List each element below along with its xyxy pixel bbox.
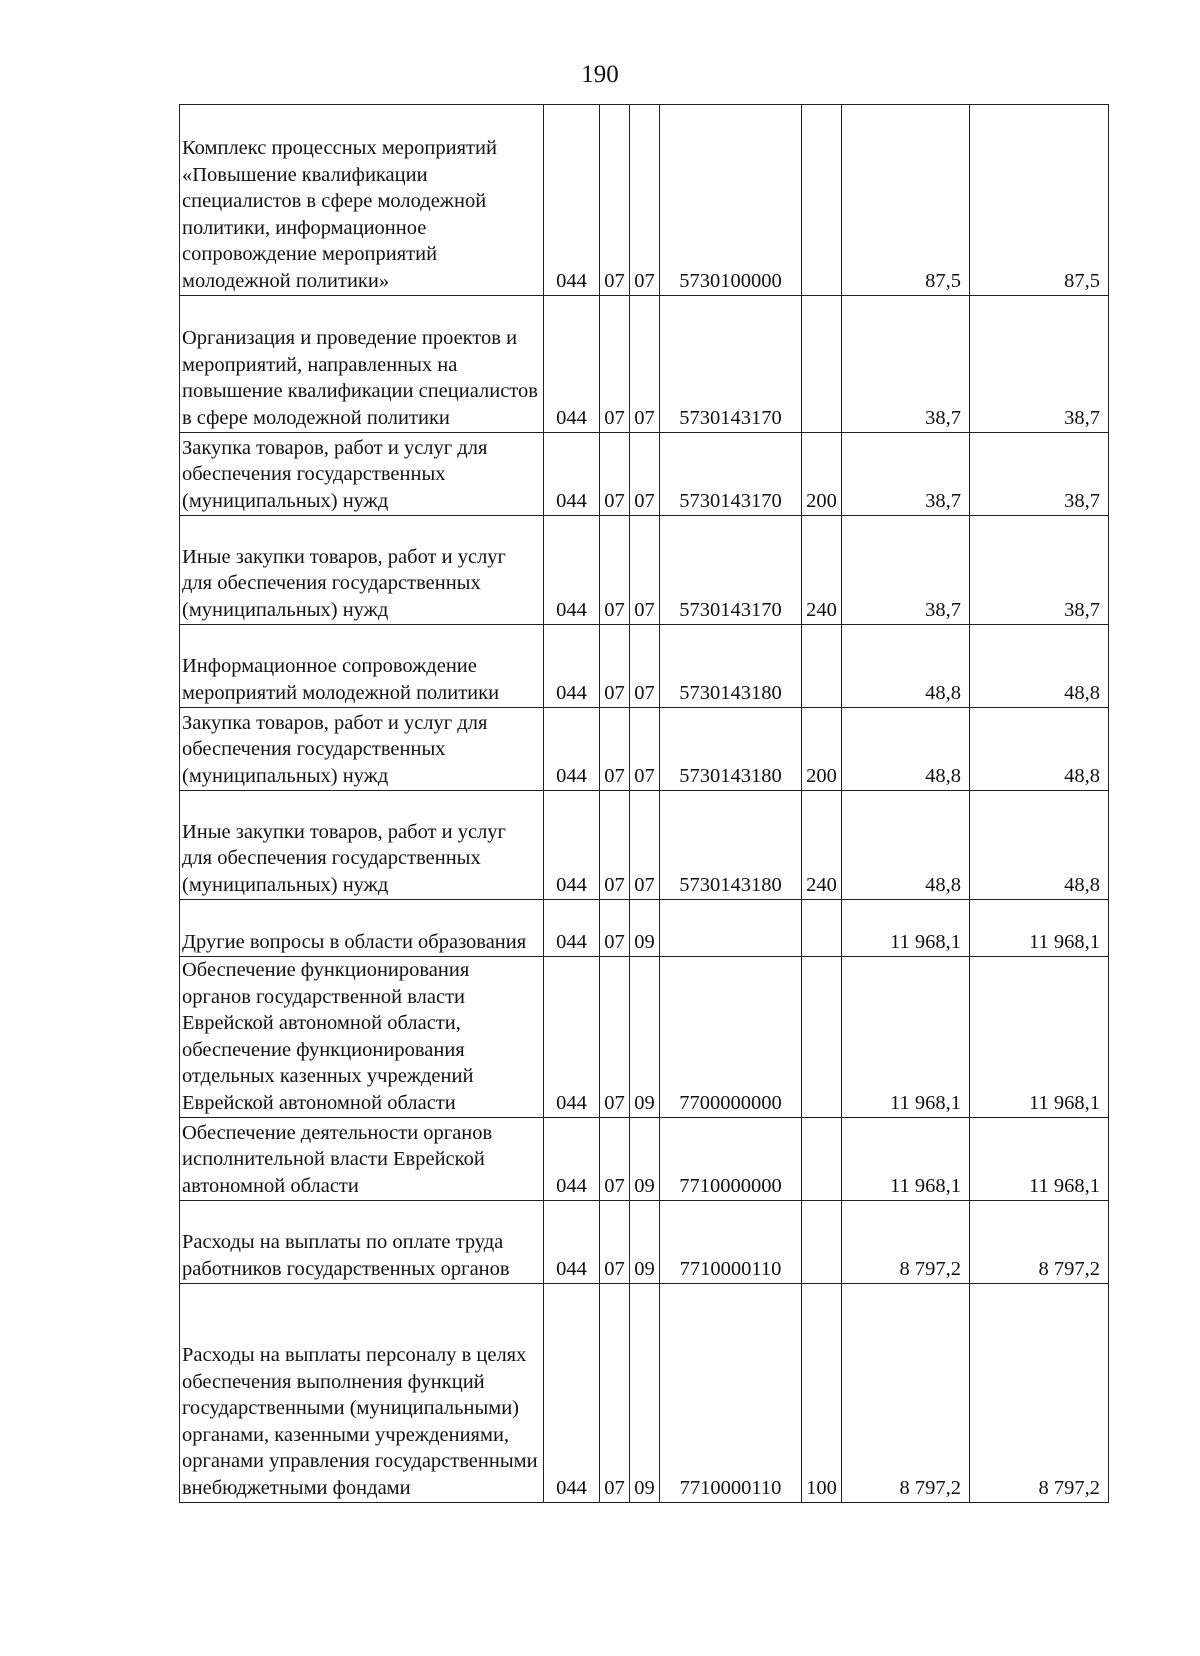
budget-table [179,104,1109,1503]
ministry-code-cell: 044 [544,1284,600,1503]
subsection-code-cell: 09 [630,900,660,957]
amount-year1-cell: 87,5 [842,105,970,296]
amount-year1-cell: 48,8 [842,625,970,708]
target-article-cell: 5730143170 [660,433,802,516]
expense-type-cell [802,900,842,957]
section-code-cell: 07 [600,957,630,1118]
expense-type-cell [802,625,842,708]
amount-year1-cell: 11 968,1 [842,900,970,957]
expense-type-cell: 100 [802,1284,842,1503]
target-article-cell: 7710000110 [660,1284,802,1503]
amount-year2-cell: 38,7 [970,516,1109,625]
subsection-code-cell: 07 [630,791,660,900]
target-article-cell: 5730143180 [660,791,802,900]
section-code-cell: 07 [600,900,630,957]
amount-year1-cell: 8 797,2 [842,1201,970,1284]
subsection-code-cell: 07 [630,105,660,296]
target-article-cell: 5730143180 [660,708,802,791]
target-article-cell: 5730143170 [660,516,802,625]
row-name-cell: Информационное сопровождение мероприятий молодежной политики [180,625,544,708]
ministry-code-cell: 044 [544,1201,600,1284]
row-name-cell: Обеспечение деятельности органов исполнительной власти Еврейской автономной области [180,1118,544,1201]
table-row [180,791,1109,900]
subsection-code-cell: 07 [630,708,660,791]
ministry-code-cell: 044 [544,708,600,791]
amount-year2-cell: 11 968,1 [970,900,1109,957]
section-code-cell: 07 [600,1284,630,1503]
expense-type-cell: 200 [802,708,842,791]
amount-year1-cell: 48,8 [842,708,970,791]
row-name-cell: Расходы на выплаты персоналу в целях обеспечения выполнения функций государственными (муниципальными) органами, казенными учреждениями, органами управления государственными внебюджетными фондами [180,1284,544,1503]
subsection-code-cell: 09 [630,1284,660,1503]
expense-type-cell: 240 [802,791,842,900]
expense-type-cell [802,296,842,433]
amount-year1-cell: 8 797,2 [842,1284,970,1503]
section-code-cell: 07 [600,433,630,516]
table-row [180,1118,1109,1201]
table-row [180,1284,1109,1503]
ministry-code-cell: 044 [544,105,600,296]
amount-year2-cell: 48,8 [970,708,1109,791]
amount-year2-cell: 48,8 [970,625,1109,708]
target-article-cell [660,900,802,957]
row-name-cell: Расходы на выплаты по оплате труда работников государственных органов [180,1201,544,1284]
expense-type-cell: 240 [802,516,842,625]
section-code-cell: 07 [600,708,630,791]
target-article-cell: 5730100000 [660,105,802,296]
target-article-cell: 7710000000 [660,1118,802,1201]
amount-year2-cell: 11 968,1 [970,1118,1109,1201]
row-name-cell: Организация и проведение проектов и мероприятий, направленных на повышение квалификации специалистов в сфере молодежной политики [180,296,544,433]
subsection-code-cell: 09 [630,957,660,1118]
row-name-cell: Иные закупки товаров, работ и услуг для обеспечения государственных (муниципальных) нужд [180,791,544,900]
amount-year1-cell: 38,7 [842,433,970,516]
amount-year1-cell: 38,7 [842,296,970,433]
subsection-code-cell: 07 [630,296,660,433]
amount-year2-cell: 38,7 [970,296,1109,433]
subsection-code-cell: 09 [630,1118,660,1201]
subsection-code-cell: 09 [630,1201,660,1284]
expense-type-cell [802,957,842,1118]
amount-year2-cell: 8 797,2 [970,1284,1109,1503]
target-article-cell: 5730143180 [660,625,802,708]
section-code-cell: 07 [600,1201,630,1284]
section-code-cell: 07 [600,296,630,433]
section-code-cell: 07 [600,105,630,296]
row-name-cell: Комплекс процессных мероприятий «Повышение квалификации специалистов в сфере молодежной политики, информационное сопровождение мероприятий молодежной политики» [180,105,544,296]
amount-year2-cell: 38,7 [970,433,1109,516]
expense-type-cell [802,1118,842,1201]
ministry-code-cell: 044 [544,296,600,433]
row-name-cell: Обеспечение функционирования органов государственной власти Еврейской автономной области, обеспечение функционирования отдельных казенных учреждений Еврейской автономной области [180,957,544,1118]
table-body [180,105,1109,1503]
section-code-cell: 07 [600,625,630,708]
amount-year1-cell: 38,7 [842,516,970,625]
table-row [180,296,1109,433]
table-row [180,708,1109,791]
amount-year1-cell: 11 968,1 [842,957,970,1118]
ministry-code-cell: 044 [544,791,600,900]
table-row [180,433,1109,516]
row-name-cell: Иные закупки товаров, работ и услуг для обеспечения государственных (муниципальных) нужд [180,516,544,625]
amount-year2-cell: 8 797,2 [970,1201,1109,1284]
ministry-code-cell: 044 [544,900,600,957]
ministry-code-cell: 044 [544,1118,600,1201]
subsection-code-cell: 07 [630,625,660,708]
table-row [180,1201,1109,1284]
page-number: 190 [581,61,619,88]
target-article-cell: 5730143170 [660,296,802,433]
amount-year2-cell: 11 968,1 [970,957,1109,1118]
target-article-cell: 7710000110 [660,1201,802,1284]
ministry-code-cell: 044 [544,625,600,708]
section-code-cell: 07 [600,791,630,900]
section-code-cell: 07 [600,1118,630,1201]
row-name-cell: Другие вопросы в области образования [180,900,544,957]
ministry-code-cell: 044 [544,433,600,516]
ministry-code-cell: 044 [544,516,600,625]
amount-year2-cell: 48,8 [970,791,1109,900]
expense-type-cell [802,1201,842,1284]
amount-year1-cell: 11 968,1 [842,1118,970,1201]
table-row [180,105,1109,296]
subsection-code-cell: 07 [630,516,660,625]
table-row [180,957,1109,1118]
section-code-cell: 07 [600,516,630,625]
table-row [180,516,1109,625]
amount-year2-cell: 87,5 [970,105,1109,296]
ministry-code-cell: 044 [544,957,600,1118]
table-row [180,900,1109,957]
expense-type-cell [802,105,842,296]
table-row [180,625,1109,708]
target-article-cell: 7700000000 [660,957,802,1118]
row-name-cell: Закупка товаров, работ и услуг для обеспечения государственных (муниципальных) нужд [180,433,544,516]
expense-type-cell: 200 [802,433,842,516]
subsection-code-cell: 07 [630,433,660,516]
row-name-cell: Закупка товаров, работ и услуг для обеспечения государственных (муниципальных) нужд [180,708,544,791]
amount-year1-cell: 48,8 [842,791,970,900]
